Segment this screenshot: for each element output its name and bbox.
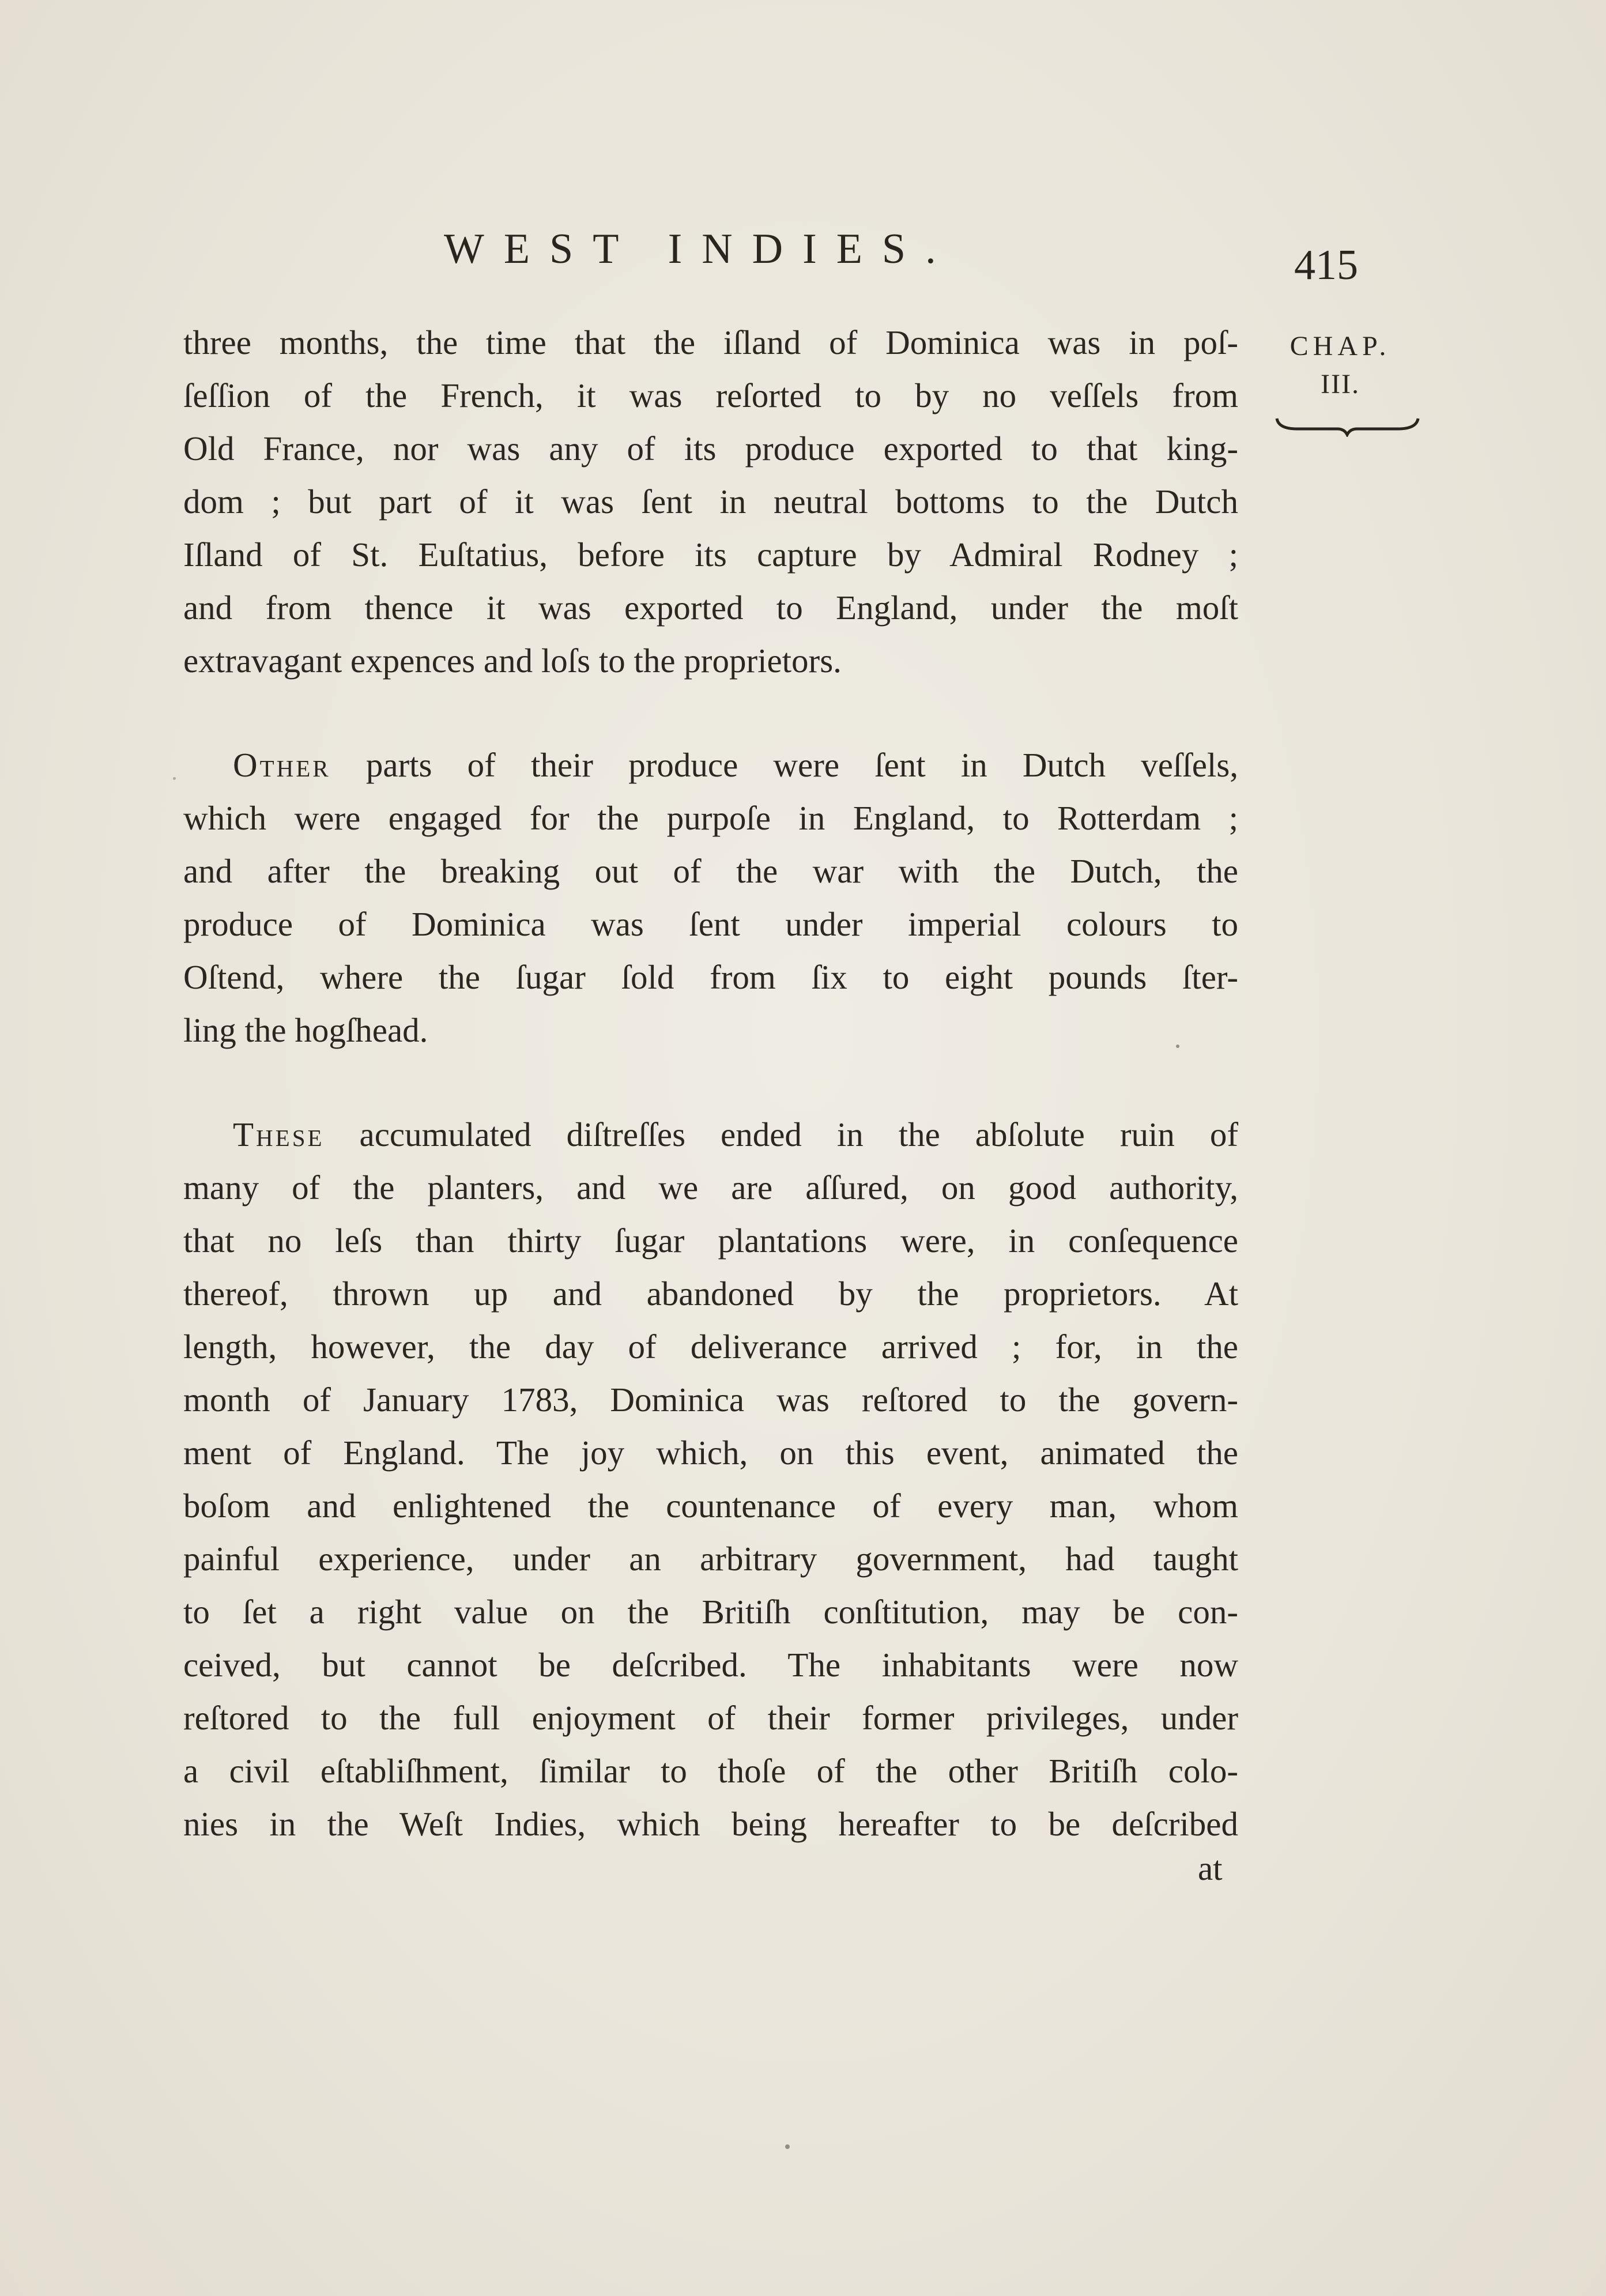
- text-line: nies in the Weſt Indies, which being hereafter to be deſcribed: [183, 1805, 1238, 1843]
- body-text: [183, 316, 1238, 1902]
- text-line: length, however, the day of deliverance arrived ; for, in the: [183, 1328, 1238, 1366]
- text-line: that no leſs than thirty ſugar plantations were, in conſequence: [183, 1221, 1238, 1260]
- paragraph-lead-word: Other: [233, 746, 331, 784]
- text-line: month of January 1783, Dominica was reſtored to the govern-: [183, 1381, 1238, 1419]
- catchword: at: [1198, 1849, 1223, 1887]
- text-line: Old France, nor was any of its produce exported to that king-: [183, 429, 1238, 468]
- text-line: ſeſſion of the French, it was reſorted to by no veſſels from: [183, 376, 1238, 414]
- margin-chapter-note: [1271, 327, 1409, 404]
- text-line: three months, the time that the iſland of Dominica was in poſ-: [183, 323, 1238, 361]
- text-line: [183, 1108, 1238, 1161]
- text-line-rest: parts of their produce were ſent in Dutch veſſels,: [330, 746, 1238, 784]
- text-line: Iſland of St. Euſtatius, before its capture by Admiral Rodney ;: [183, 536, 1238, 574]
- text-line: boſom and enlightened the countenance of every man, whom: [183, 1487, 1238, 1525]
- text-line: reſtored to the full enjoyment of their former privileges, under: [183, 1699, 1238, 1737]
- paragraph-1: [183, 316, 1238, 687]
- text-line: a civil eſtabliſhment, ſimilar to thoſe of the other Britiſh colo-: [183, 1752, 1238, 1790]
- text-line: many of the planters, and we are aſſured, on good authority,: [183, 1168, 1238, 1207]
- running-head-title: WEST INDIES.: [444, 225, 956, 273]
- text-line: which were engaged for the purpoſe in England, to Rotterdam ;: [183, 799, 1238, 837]
- text-line: thereof, thrown up and abandoned by the proprietors. At: [183, 1275, 1238, 1313]
- text-line: dom ; but part of it was ſent in neutral bottoms to the Dutch: [183, 482, 1238, 521]
- margin-chap-number: III.: [1321, 369, 1360, 399]
- text-line: Oſtend, where the ſugar ſold from ſix to eight pounds ſter-: [183, 958, 1238, 996]
- page-number: 415: [1294, 242, 1358, 289]
- text-line: painful experience, under an arbitrary government, had taught: [183, 1540, 1238, 1578]
- margin-brace-ornament: [1274, 414, 1421, 437]
- paper-speck: [785, 2144, 790, 2149]
- text-line: [183, 738, 1238, 791]
- paper-speck: [1176, 1045, 1179, 1048]
- margin-chap-label: CHAP.: [1290, 331, 1391, 361]
- text-line: produce of Dominica was ſent under imperial colours to: [183, 905, 1238, 943]
- text-line: extravagant expences and loſs to the proprietors.: [183, 642, 842, 680]
- text-line: ling the hogſhead.: [183, 1011, 428, 1049]
- text-line: ceived, but cannot be deſcribed. The inhabitants were now: [183, 1646, 1238, 1684]
- paragraph-lead-word: These: [233, 1115, 325, 1153]
- text-line-rest: accumulated diſtreſſes ended in the abſolute ruin of: [324, 1115, 1238, 1153]
- paragraph-2: [183, 738, 1238, 1057]
- text-line: and after the breaking out of the war with the Dutch, the: [183, 852, 1238, 890]
- text-line: and from thence it was exported to England, under the moſt: [183, 589, 1238, 627]
- paragraph-3: [183, 1108, 1238, 1850]
- paper-speck: [173, 777, 176, 780]
- text-line: ment of England. The joy which, on this event, animated the: [183, 1434, 1238, 1472]
- text-line: to ſet a right value on the Britiſh conſtitution, may be con-: [183, 1593, 1238, 1631]
